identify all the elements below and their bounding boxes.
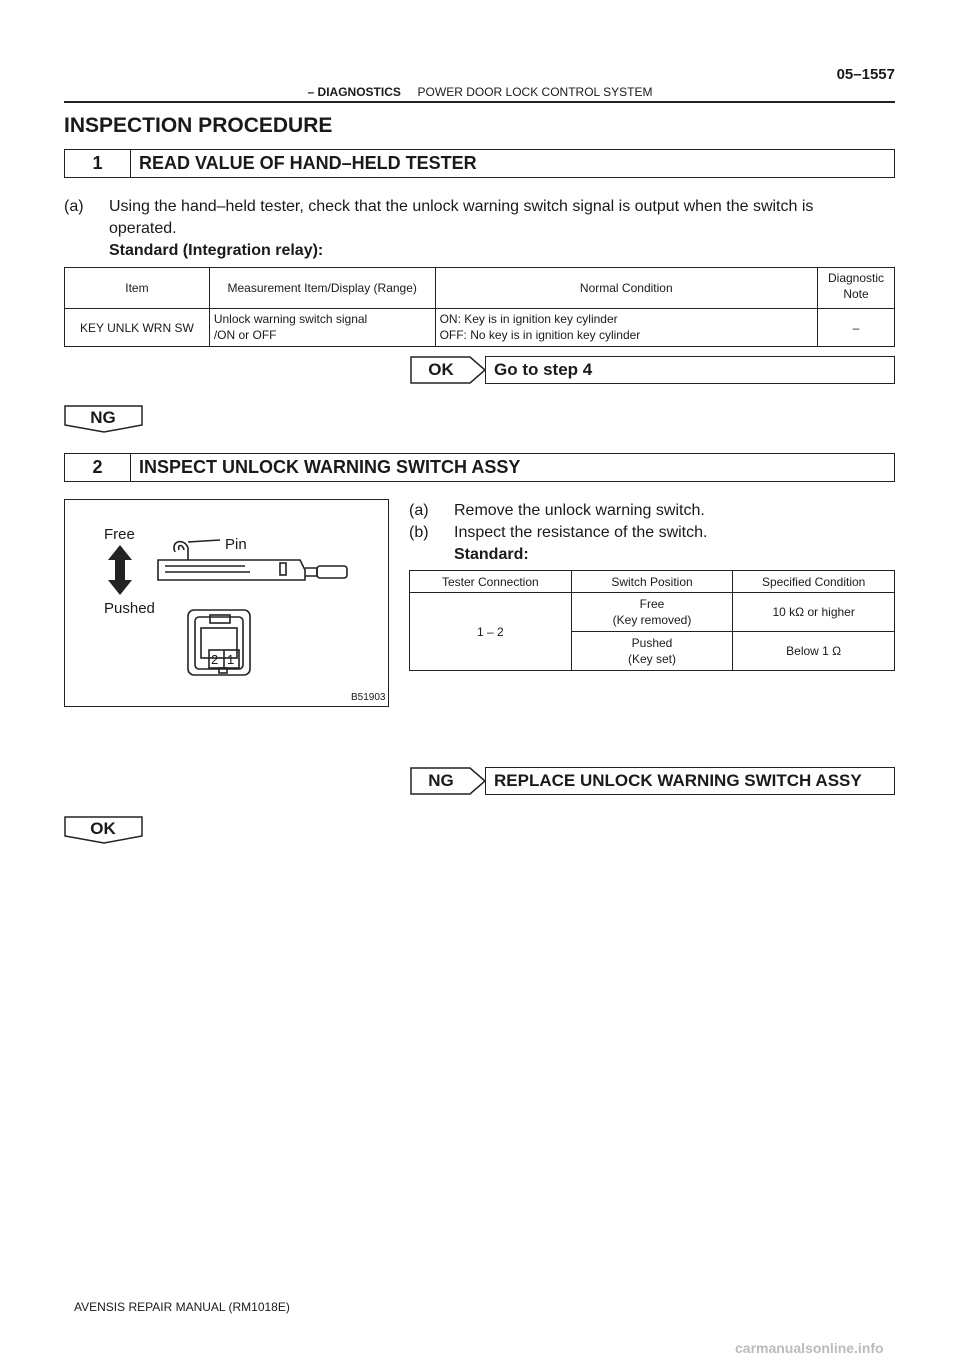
step-2-instruction-b: Inspect the resistance of the switch. [454,524,708,541]
step-1-standard-label: Standard (Integration relay): [109,242,324,259]
ok-tag: OK [90,819,116,838]
cell-item: KEY UNLK WRN SW [65,309,210,347]
switch-figure [64,499,389,707]
cell-condition-free: 10 kΩ or higher [733,593,895,632]
step-1-marker: (a) [64,198,84,215]
step-1-number: 1 [65,150,131,177]
cell-position-free-line1: Free [639,597,665,611]
cell-position-pushed-line1: Pushed [631,636,673,650]
terminal-1-label: 1 [227,652,235,667]
step-1-instruction [109,196,899,262]
page-number: 05–1557 [836,66,895,83]
ng-tag: NG [90,408,116,427]
th-normal: Normal Condition [435,268,817,309]
figure-label-pin: Pin [225,536,247,553]
page-title: INSPECTION PROCEDURE [64,114,333,137]
ok-result-action: Go to step 4 [485,356,895,384]
ng-result-label: NG [428,771,454,790]
step-2-number: 2 [65,454,131,481]
cell-condition-pushed: Below 1 Ω [733,632,895,671]
th-measurement: Measurement Item/Display (Range) [209,268,435,309]
ok-result-label: OK [428,360,454,379]
step-2-marker-b: (b) [409,524,429,541]
th-note [818,268,895,309]
cell-normal [435,309,817,347]
step-2-label: INSPECT UNLOCK WARNING SWITCH ASSY [139,457,521,477]
ng-result [410,767,895,795]
cell-measurement [209,309,435,347]
step-2-standard-label: Standard: [454,546,529,563]
th-tester-connection: Tester Connection [410,571,572,593]
figure-label-free: Free [104,526,135,543]
th-switch-position: Switch Position [571,571,733,593]
footer: AVENSIS REPAIR MANUAL (RM1018E) [74,1300,290,1314]
step-2-marker-a: (a) [409,502,429,519]
th-specified-condition: Specified Condition [733,571,895,593]
cell-connection: 1 – 2 [410,593,572,671]
step-1-instruction-line1: Using the hand–held tester, check that the unlock warning switch signal is output when the switch is [109,198,814,215]
cell-measurement-line1: Unlock warning switch signal [213,312,368,326]
header-rule [64,101,895,103]
th-note-line2: Note [843,287,869,301]
step-1-instruction-line2: operated. [109,220,177,237]
cell-normal-line2: OFF: No key is in ignition key cylinder [439,328,641,342]
cell-normal-line1: ON: Key is in ignition key cylinder [439,312,618,326]
th-item: Item [65,268,210,309]
cell-position-free [571,593,733,632]
step-2-box [64,453,895,482]
figure-code: B51903 [351,692,386,703]
step-2-instruction-a: Remove the unlock warning switch. [454,502,705,519]
ok-result [410,356,895,384]
figure-label-pushed: Pushed [104,600,155,617]
cell-measurement-line2: /ON or OFF [213,328,277,342]
ng-result-action: REPLACE UNLOCK WARNING SWITCH ASSY [485,767,895,795]
watermark: carmanualsonline.info [735,1340,884,1356]
push-direction-icon [108,545,132,595]
step-1-table [64,267,895,347]
step-2-table [409,570,895,671]
step-1-label: READ VALUE OF HAND–HELD TESTER [139,153,477,173]
terminal-2-label: 2 [211,652,219,667]
cell-note: – [818,309,895,347]
running-header [0,85,960,99]
th-note-line1: Diagnostic [827,271,885,285]
cell-position-pushed [571,632,733,671]
cell-position-free-line2: (Key removed) [612,613,692,627]
step-1-box [64,149,895,178]
cell-position-pushed-line2: (Key set) [628,652,677,666]
header-section: – DIAGNOSTICS [307,85,401,99]
header-subsection: POWER DOOR LOCK CONTROL SYSTEM [417,85,653,99]
